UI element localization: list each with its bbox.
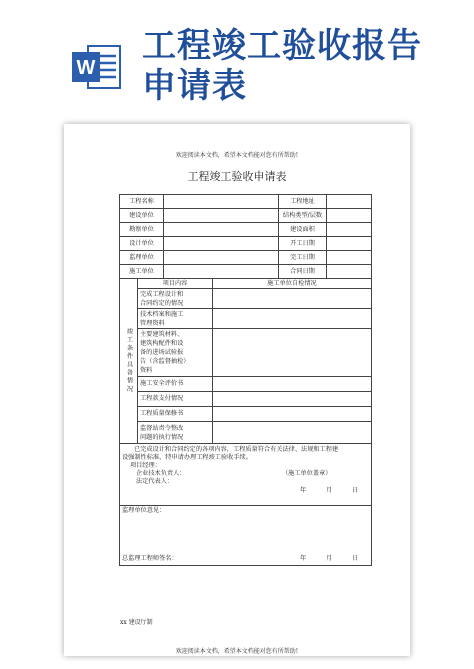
supervision-row <box>120 506 372 566</box>
conditions-header-row <box>120 279 372 289</box>
info-label: 开工日期 <box>279 237 327 251</box>
date-day: 日 <box>352 555 359 562</box>
condition-row <box>120 289 372 309</box>
info-row <box>120 251 372 265</box>
info-value-field[interactable] <box>327 195 372 209</box>
info-label: 勘察单位 <box>120 223 164 237</box>
document-page <box>64 124 410 656</box>
condition-row <box>120 309 372 329</box>
supervision-cell <box>120 506 372 566</box>
info-label: 建设面积 <box>279 223 327 237</box>
condition-item-label: 工程款支付情况 <box>138 392 213 407</box>
condition-item-label: 主要建筑材料、 建筑构配件和设 备的进场试验报 告（含监督抽检） 资料 <box>138 329 213 377</box>
date-year: 年 <box>300 487 307 494</box>
construction-seal-label: （施工单位盖章） <box>282 470 332 477</box>
info-label: 设计单位 <box>120 237 164 251</box>
document-title: 工程竣工验收申请表 <box>187 170 287 183</box>
info-value-field[interactable] <box>164 209 279 223</box>
application-form-table <box>119 194 372 566</box>
info-value-field[interactable] <box>164 251 279 265</box>
info-value-field[interactable] <box>164 265 279 279</box>
condition-row <box>120 329 372 377</box>
condition-check-field[interactable] <box>213 407 372 422</box>
info-value-field[interactable] <box>164 195 279 209</box>
issuer-note: xx 建设厅制 <box>120 619 153 626</box>
info-value-field[interactable] <box>327 251 372 265</box>
info-label: 工程地址 <box>279 195 327 209</box>
info-row <box>120 209 372 223</box>
condition-row <box>120 407 372 422</box>
declaration-text-2: 设强制性标准，特申请办理工程竣工验收手续。 <box>122 454 252 461</box>
info-label: 施工单位 <box>120 265 164 279</box>
conditions-side-label: 竣工条件具备情况 <box>120 279 138 444</box>
chief-supervisor-label: 总监理工程师签名： <box>122 555 178 562</box>
condition-item-label: 监督站责令整改 问题的执行情况 <box>138 422 213 444</box>
declaration-row <box>120 444 372 506</box>
condition-row <box>120 392 372 407</box>
info-value-field[interactable] <box>327 209 372 223</box>
info-label: 结构类型/层数 <box>279 209 327 223</box>
info-label: 建设单位 <box>120 209 164 223</box>
info-value-field[interactable] <box>327 237 372 251</box>
word-document-icon <box>70 42 122 92</box>
legal-rep-label: 法定代表人： <box>136 478 174 485</box>
condition-check-field[interactable] <box>213 289 372 309</box>
condition-check-field[interactable] <box>213 309 372 329</box>
banner-title-line2: 申请表 <box>142 66 247 106</box>
condition-item-label: 工程质量保修书 <box>138 407 213 422</box>
info-row <box>120 265 372 279</box>
supervision-opinion-label: 监理单位意见： <box>122 507 166 514</box>
info-value-field[interactable] <box>164 237 279 251</box>
condition-item-label: 完成工程设计和 合同约定的情况 <box>138 289 213 309</box>
condition-check-field[interactable] <box>213 329 372 377</box>
col-header-check: 施工单位自检情况 <box>213 279 372 289</box>
project-manager-label: 项目经理： <box>130 462 161 469</box>
declaration-cell <box>120 444 372 506</box>
info-row <box>120 223 372 237</box>
info-label: 完工日期 <box>279 251 327 265</box>
condition-row <box>120 377 372 392</box>
condition-check-field[interactable] <box>213 422 372 444</box>
info-value-field[interactable] <box>327 223 372 237</box>
info-value-field[interactable] <box>327 265 372 279</box>
condition-row <box>120 422 372 444</box>
condition-item-label: 施工安全评价书 <box>138 377 213 392</box>
notice-bottom: 欢迎阅读本文档，希望本文档能对您有所帮助! <box>175 648 299 655</box>
svg-text:W: W <box>76 57 96 79</box>
header-banner <box>0 0 474 110</box>
date-month: 月 <box>326 555 333 562</box>
info-row <box>120 195 372 209</box>
info-label: 监理单位 <box>120 251 164 265</box>
condition-item-label: 技术档案和施工 管理资料 <box>138 309 213 329</box>
info-label: 合同日期 <box>279 265 327 279</box>
condition-check-field[interactable] <box>213 377 372 392</box>
banner-title-line1: 工程竣工验收报告 <box>142 26 422 66</box>
notice-top: 欢迎阅读本文档，希望本文档能对您有所帮助! <box>175 152 299 159</box>
date-month: 月 <box>326 487 333 494</box>
info-row <box>120 237 372 251</box>
col-header-item: 项目内容 <box>138 279 213 289</box>
date-day: 日 <box>352 487 359 494</box>
declaration-text-1: 已完成设计和合同约定的各项内容，工程质量符合有关法律、法规和工程建 <box>134 446 339 453</box>
info-label: 工程名称 <box>120 195 164 209</box>
condition-check-field[interactable] <box>213 392 372 407</box>
tech-lead-label: 企业技术负责人： <box>136 470 186 477</box>
date-year: 年 <box>300 555 307 562</box>
info-value-field[interactable] <box>164 223 279 237</box>
banner-title <box>142 26 422 106</box>
